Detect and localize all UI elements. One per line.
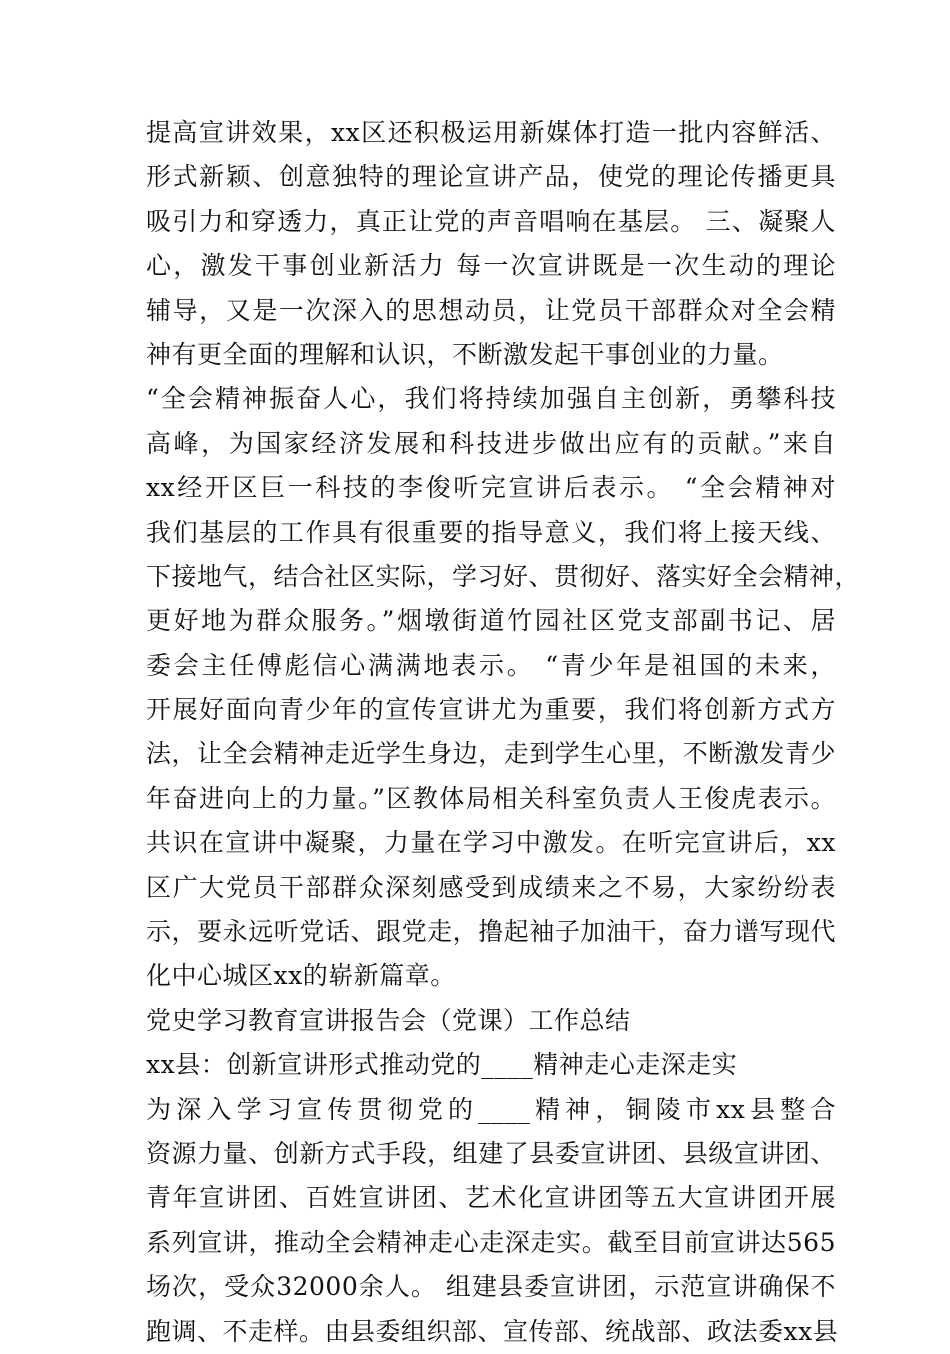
text-line: “全会精神振奋人心，我们将持续加强自主创新，勇攀科技: [146, 384, 836, 414]
section-subtitle: xx县：创新宣讲形式推动党的____精神走心走深走实: [146, 1050, 738, 1080]
text-line: 更好地为群众服务。”烟墩街道竹园社区党支部副书记、居: [146, 606, 836, 636]
text-line: 年奋进向上的力量。”区教体局相关科室负责人王俊虎表示。: [146, 783, 836, 813]
text-line: 区广大党员干部群众深刻感受到成绩来之不易，大家纷纷表: [146, 872, 836, 902]
text-line: 形式新颖、创意独特的理论宣讲产品，使党的理论传播更具: [146, 162, 836, 192]
text-line: 化中心城区xx的崭新篇章。: [146, 961, 456, 991]
text-line: 为深入学习宣传贯彻党的____精神，铜陵市xx县整合: [146, 1094, 836, 1124]
text-line: 场次，受众32000余人。 组建县委宣讲团，示范宣讲确保不: [146, 1272, 836, 1302]
text-line: 我们基层的工作具有很重要的指导意义，我们将上接天线、: [146, 517, 836, 547]
text-line: 跑调、不走样。由县委组织部、宣传部、统战部、政法委xx县: [146, 1316, 839, 1346]
text-line: 高峰，为国家经济发展和科技进步做出应有的贡献。”来自: [146, 428, 836, 458]
text-line: 神有更全面的理解和认识，不断激发起干事创业的力量。: [146, 339, 784, 369]
section-title: 党史学习教育宣讲报告会（党课）工作总结: [146, 1005, 631, 1035]
text-line: 共识在宣讲中凝聚，力量在学习中激发。在听完宣讲后，xx: [146, 828, 836, 858]
text-line: 青年宣讲团、百姓宣讲团、艺术化宣讲团等五大宣讲团开展: [146, 1183, 836, 1213]
text-line: 资源力量、创新方式手段，组建了县委宣讲团、县级宣讲团、: [146, 1138, 836, 1168]
text-line: 法，让全会精神走近学生身边，走到学生心里，不断激发青少: [146, 739, 836, 769]
text-line: 下接地气，结合社区实际，学习好、贯彻好、落实好全会精神，: [146, 561, 861, 591]
text-line: 提高宣讲效果，xx区还积极运用新媒体打造一批内容鲜活、: [146, 118, 836, 147]
document-body: [146, 111, 861, 1354]
text-line: 辅导，又是一次深入的思想动员，让党员干部群众对全会精: [146, 295, 836, 325]
text-line: 系列宣讲，推动全会精神走心走深走实。截至目前宣讲达565: [146, 1227, 836, 1257]
text-line: 吸引力和穿透力，真正让党的声音唱响在基层。 三、凝聚人: [146, 206, 836, 236]
text-line: 心，激发干事创业新活力 每一次宣讲既是一次生动的理论: [146, 251, 836, 281]
text-line: 开展好面向青少年的宣传宣讲尤为重要，我们将创新方式方: [146, 695, 836, 725]
text-line: 委会主任傅彪信心满满地表示。 “青少年是祖国的未来，: [146, 650, 836, 680]
text-line: xx经开区巨一科技的李俊听完宣讲后表示。 “全会精神对: [146, 473, 836, 503]
text-line: 示，要永远听党话、跟党走，撸起袖子加油干，奋力谱写现代: [146, 917, 836, 947]
